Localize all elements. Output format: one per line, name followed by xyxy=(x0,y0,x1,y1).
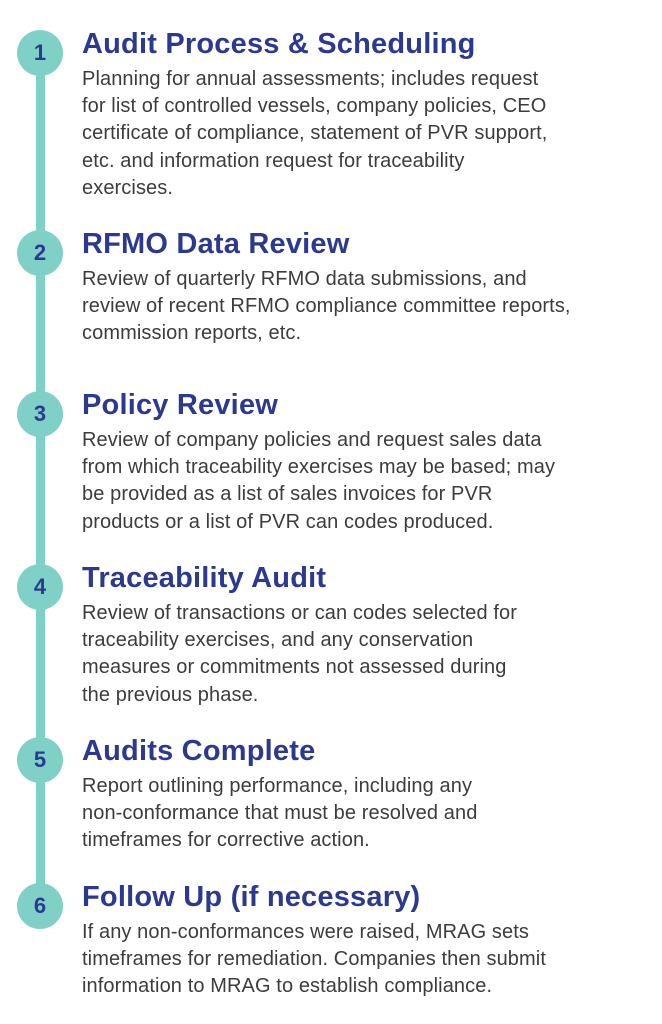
step-6-title: Follow Up (if necessary) xyxy=(82,881,421,913)
step-3-number: 3 xyxy=(33,401,47,426)
step-1-number: 1 xyxy=(33,40,47,65)
step-6-badge xyxy=(17,883,63,929)
step-2-description: Review of quarterly RFMO data submissions, and review of recent RFMO compliance committee reports, commission reports, etc. xyxy=(82,268,571,345)
step-3-description: Review of company policies and request sales data from which traceability exercises may be based; may be provided as a list of sales invoices for PVR products or a list of PVR can codes produced. xyxy=(82,429,556,533)
step-2-number: 2 xyxy=(33,240,47,265)
step-3-title: Policy Review xyxy=(82,389,279,421)
step-5-badge xyxy=(17,737,63,783)
step-1-badge xyxy=(17,30,63,76)
step-4-number: 4 xyxy=(33,574,47,599)
step-5-title: Audits Complete xyxy=(82,735,316,767)
step-2-title: RFMO Data Review xyxy=(82,228,350,260)
step-6-description: If any non-conformances were raised, MRAG sets timeframes for remediation. Companies then submit information to MRAG to establish compliance. xyxy=(82,921,546,998)
step-5-description: Report outlining performance, including any non-conformance that must be resolved and timeframes for corrective action. xyxy=(82,775,478,852)
step-3-badge xyxy=(17,391,63,437)
step-4-title: Traceability Audit xyxy=(82,562,327,594)
step-5-number: 5 xyxy=(33,747,47,772)
step-2-badge xyxy=(17,230,63,276)
step-4-description: Review of transactions or can codes selected for traceability exercises, and any conservation measures or commitments not assessed during the previous phase. xyxy=(82,602,518,706)
step-1-description: Planning for annual assessments; includes request for list of controlled vessels, company policies, CEO certificate of compliance, statement of PVR support, etc. and information request for traceability exercises. xyxy=(82,68,548,199)
step-4-badge xyxy=(17,564,63,610)
step-6-number: 6 xyxy=(33,893,47,918)
step-1-title: Audit Process & Scheduling xyxy=(82,28,476,60)
